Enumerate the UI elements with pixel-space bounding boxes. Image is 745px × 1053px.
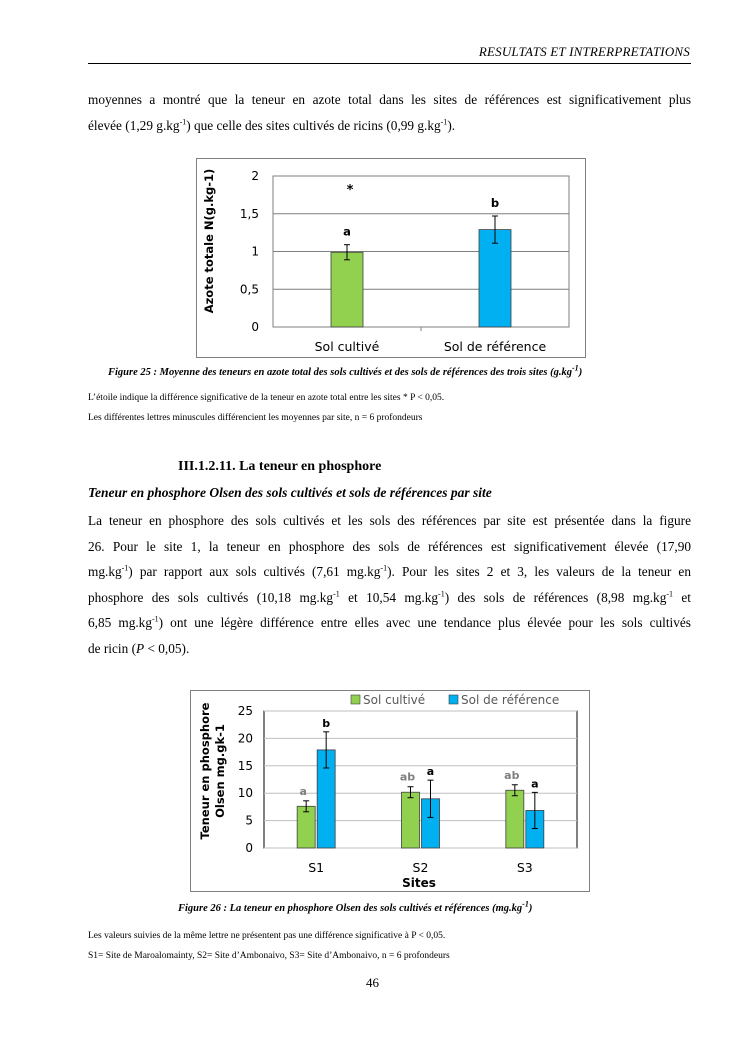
text: mg.kg bbox=[88, 564, 122, 579]
text: < 0,05). bbox=[144, 640, 190, 656]
y-tick-label: 1,5 bbox=[239, 206, 259, 221]
x-axis-label: Sites bbox=[402, 876, 436, 890]
running-header: RESULTATS ET INTRERPRETATIONS bbox=[478, 44, 690, 59]
y-axis-label-line-1: Teneur en phosphore bbox=[198, 702, 212, 840]
section-title: La teneur en phosphore bbox=[239, 459, 382, 474]
superscript: -1 bbox=[380, 563, 388, 573]
nitrogen-bar-chart bbox=[197, 159, 585, 357]
legend-label: Sol de référence bbox=[461, 693, 560, 707]
y-axis-label-line-2: Olsen mg.gk-1 bbox=[213, 724, 227, 818]
paragraph-2-line-1: La teneur en phosphore des sols cultivés et les sols des références par site est présentée dans la figure bbox=[88, 513, 691, 528]
caption-text: Figure 26 : La teneur en phosphore Olsen des sols cultivés et références (mg.kg bbox=[178, 903, 523, 914]
figure-26-note-2: S1= Site de Maroalomainty, S2= Site d’Ambonaivo, S3= Site d’Ambonaivo, n = 6 profondeurs bbox=[88, 951, 450, 961]
significance-letter: a bbox=[426, 765, 435, 779]
superscript: -1 bbox=[522, 899, 529, 909]
legend-label: Sol cultivé bbox=[363, 693, 426, 707]
significance-star: * bbox=[346, 183, 354, 198]
significance-letter: a bbox=[531, 777, 539, 791]
y-tick-label: 10 bbox=[237, 786, 253, 801]
p-symbol: P bbox=[136, 640, 145, 656]
y-tick-label: 15 bbox=[237, 758, 253, 773]
x-tick-label: Sol de référence bbox=[443, 339, 547, 354]
paragraph-1-line-2 bbox=[88, 113, 691, 139]
text: 6,85 mg.kg bbox=[88, 615, 152, 630]
bar-sol-cultive-s3 bbox=[506, 790, 524, 848]
text: ). bbox=[447, 117, 456, 133]
caption-text: Figure 25 : Moyenne des teneurs en azote total des sols cultivés et des sols de références des trois sites (g.kg bbox=[108, 367, 573, 378]
x-tick-label: Sol cultivé bbox=[314, 339, 380, 354]
y-axis-label: Azote totale N(g.kg-1) bbox=[202, 168, 216, 314]
significance-letter: a bbox=[299, 784, 307, 798]
figure-25-note-1: L’étoile indique la différence significative de la teneur en azote total entre les sites * P < 0,05. bbox=[88, 393, 445, 403]
y-tick-label: 0 bbox=[245, 841, 253, 855]
text: phosphore des sols cultivés (10,18 mg.kg bbox=[88, 589, 334, 605]
superscript: -1 bbox=[151, 614, 159, 624]
legend-swatch-sol-reference bbox=[449, 695, 458, 704]
x-tick-label: S1 bbox=[308, 860, 325, 875]
paragraph-2-line-2: 26. Pour le site 1, la teneur en phosphore des sols de références est significativement élevée (17,90 bbox=[88, 538, 691, 554]
bar-sol-cultive bbox=[331, 252, 363, 327]
y-tick-label: 20 bbox=[237, 731, 253, 746]
bar-sol-cultive-s2 bbox=[402, 792, 420, 848]
phosphorus-bar-chart bbox=[191, 691, 589, 891]
figure-25-note-2: Les différentes lettres minuscules différencient les moyennes par site, n = 6 profondeurs bbox=[88, 413, 423, 423]
text: de ricin ( bbox=[88, 640, 136, 656]
y-tick-label: 5 bbox=[245, 813, 253, 828]
y-tick-label: 1 bbox=[251, 244, 259, 259]
x-tick-label: S3 bbox=[516, 860, 533, 875]
text: ). Pour les sites 2 et 3, les valeurs de la teneur en bbox=[387, 564, 691, 579]
paragraph-2-line-3 bbox=[88, 559, 691, 585]
text: élevée (1,29 g.kg bbox=[88, 117, 180, 133]
superscript: -1 bbox=[572, 363, 579, 373]
y-tick-label: 0,5 bbox=[239, 282, 259, 297]
superscript: -1 bbox=[438, 589, 445, 599]
y-tick-label: 0 bbox=[251, 320, 259, 334]
section-heading bbox=[178, 459, 381, 475]
superscript: -1 bbox=[179, 117, 187, 127]
header-rule bbox=[88, 63, 691, 64]
paragraph-2-line-6 bbox=[88, 636, 691, 662]
paragraph-2 bbox=[88, 508, 691, 661]
bar-sol-reference bbox=[479, 230, 511, 327]
paragraph-2-line-5 bbox=[88, 610, 691, 636]
significance-letter: ab bbox=[399, 770, 416, 784]
figure-26-caption bbox=[178, 899, 678, 914]
section-number: III.1.2.11. bbox=[178, 459, 236, 474]
paragraph-1-line-1: moyennes a montré que la teneur en azote total dans les sites de références est significativement plus bbox=[88, 92, 691, 107]
figure-25-chart bbox=[196, 158, 586, 358]
legend-swatch-sol-cultive bbox=[351, 695, 360, 704]
figure-26-chart bbox=[190, 690, 590, 892]
text: ) par rapport aux sols cultivés (7,61 mg.kg bbox=[128, 564, 381, 579]
superscript: -1 bbox=[666, 589, 674, 599]
bar-sol-cultive-s1 bbox=[297, 806, 315, 848]
caption-end: ) bbox=[578, 367, 583, 378]
text: et bbox=[673, 589, 691, 605]
x-tick-label: S2 bbox=[412, 860, 429, 875]
significance-letter: b bbox=[490, 196, 500, 211]
superscript: -1 bbox=[333, 589, 340, 599]
figure-26-note-1: Les valeurs suivies de la même lettre ne présentent pas une différence significative à P < 0,05. bbox=[88, 931, 446, 941]
y-tick-label: 25 bbox=[237, 704, 253, 718]
paragraph-1 bbox=[88, 87, 691, 138]
y-tick-label: 2 bbox=[251, 169, 259, 183]
page-number: 46 bbox=[366, 975, 379, 990]
text: ) des sols de références (8,98 mg.kg bbox=[444, 589, 667, 605]
superscript: -1 bbox=[121, 563, 129, 573]
caption-end: ) bbox=[528, 903, 533, 914]
significance-letter: b bbox=[322, 716, 331, 730]
text: ) ont une légère différence entre elles avec une tendance plus élevée pour les sols cultivés bbox=[158, 615, 691, 630]
significance-letter: ab bbox=[504, 768, 520, 782]
section-subtitle: Teneur en phosphore Olsen des sols cultivés et sols de références par site bbox=[88, 485, 492, 500]
text: ) que celle des sites cultivés de ricins (0,99 g.kg bbox=[186, 117, 441, 133]
superscript: -1 bbox=[440, 117, 448, 127]
figure-25-caption bbox=[108, 363, 688, 378]
text: et 10,54 mg.kg bbox=[339, 589, 439, 605]
paragraph-2-line-4 bbox=[88, 585, 691, 611]
significance-letter: a bbox=[343, 224, 351, 239]
